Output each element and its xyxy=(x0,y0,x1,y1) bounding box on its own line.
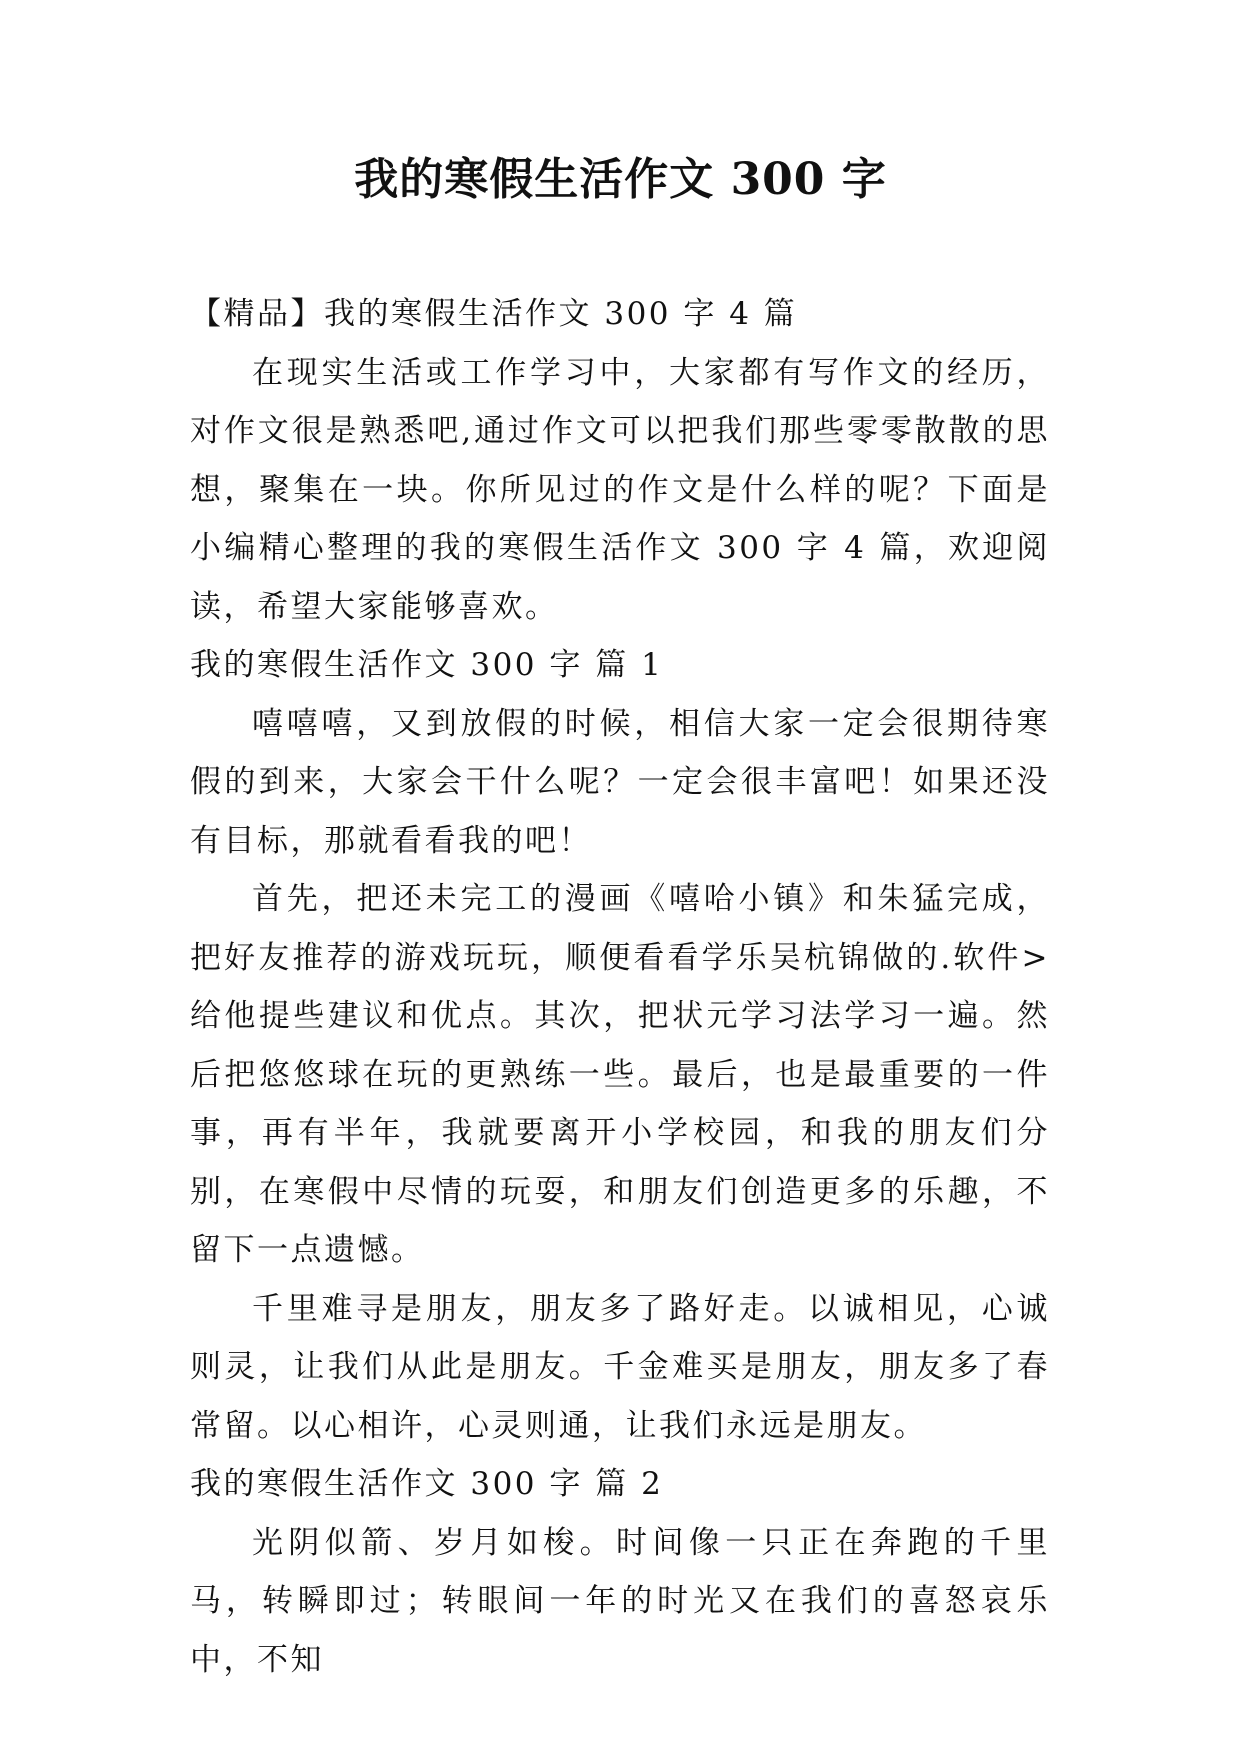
document-subtitle: 【精品】我的寒假生活作文 300 字 4 篇 xyxy=(190,296,798,332)
section-paragraph: 嘻嘻嘻，又到放假的时候，相信大家一定会很期待寒假的到来，大家会干什么呢？一定会很丰富吧！如果还没有目标，那就看看我的吧！ xyxy=(190,705,1050,859)
section-paragraph: 首先，把还未完工的漫画《嘻哈小镇》和朱猛完成，把好友推荐的游戏玩玩，顺便看看学乐吴杭锦做的.软件> 给他提些建议和优点。其次，把状元学习法学习一遍。然后把悠悠球在玩的更熟练一些。最后，也是最重要的一件事，再有半年，我就要离开小学校园，和我的朋友们分别，在寒假中尽情的玩耍，和朋友们创造更多的乐趣，不留下一点遗憾。 xyxy=(190,881,1050,1268)
section-heading: 我的寒假生活作文 300 字 篇 2 xyxy=(190,1466,664,1502)
document-title: 我的寒假生活作文 300 字 xyxy=(354,154,887,205)
section-heading: 我的寒假生活作文 300 字 篇 1 xyxy=(190,647,664,683)
document-body xyxy=(190,285,1050,1689)
section-paragraph: 千里难寻是朋友，朋友多了路好走。以诚相见，心诚则灵，让我们从此是朋友。千金难买是朋友，朋友多了春常留。以心相许，心灵则通，让我们永远是朋友。 xyxy=(190,1290,1050,1444)
intro-paragraph: 在现实生活或工作学习中，大家都有写作文的经历，对作文很是熟悉吧,通过作文可以把我们那些零零散散的思想，聚集在一块。你所见过的作文是什么样的呢？下面是小编精心整理的我的寒假生活作文 300 字 4 篇，欢迎阅读，希望大家能够喜欢。 xyxy=(190,354,1050,625)
section-paragraph: 光阴似箭、岁月如梭。时间像一只正在奔跑的千里马，转瞬即过；转眼间一年的时光又在我们的喜怒哀乐中，不知 xyxy=(190,1524,1050,1678)
